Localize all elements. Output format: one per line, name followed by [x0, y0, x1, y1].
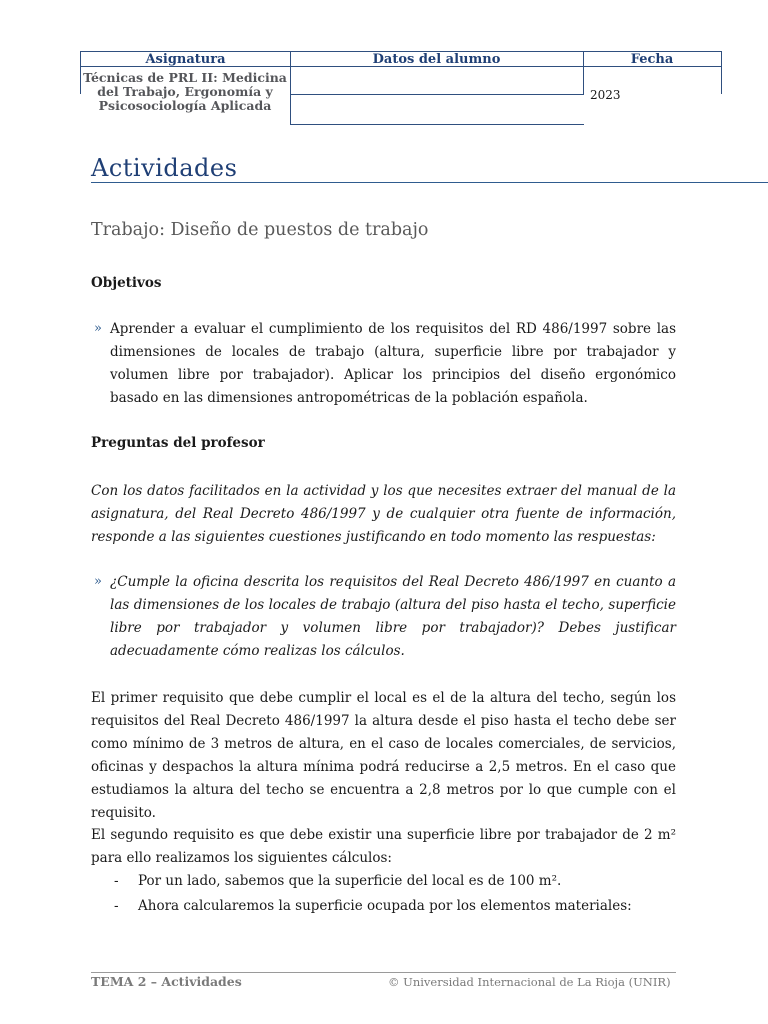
date-value: 2023 — [590, 88, 621, 102]
bullet-icon: » — [94, 574, 102, 589]
table-line — [721, 67, 722, 94]
objectives-heading: Objetivos — [91, 275, 162, 291]
footer-copyright: © Universidad Internacional de La Rioja (UNIR) — [388, 975, 671, 989]
title-divider — [520, 182, 768, 183]
footer-topic: TEMA 2 – Actividades — [91, 974, 242, 989]
title-divider — [91, 182, 521, 183]
table-line — [290, 67, 291, 125]
dash-icon: - — [114, 873, 119, 889]
questions-intro: Con los datos facilitados en la actividad y los que necesites extraer del manual de la asignatura, del Real Decreto 486/1997 y de cualquier otra fuente de información, responde a las siguientes cuestiones justificando en todo momento las respuestas: — [91, 483, 676, 545]
footer-divider — [91, 972, 676, 973]
header-col-subject: Asignatura — [80, 51, 291, 67]
list-item: Ahora calcularemos la superficie ocupada por los elementos materiales: — [138, 898, 632, 914]
table-line — [290, 94, 584, 95]
subject-name: Técnicas de PRL II: Medicina del Trabajo, Ergonomía y Psicosociología Aplicada — [83, 70, 287, 113]
dash-icon: - — [114, 898, 119, 914]
bullet-icon: » — [94, 321, 102, 336]
table-line — [583, 67, 584, 94]
list-item: Por un lado, sabemos que la superficie del local es de 100 m². — [138, 873, 562, 889]
header-col-date: Fecha — [583, 51, 722, 67]
answer-paragraph-1: El primer requisito que debe cumplir el local es el de la altura del techo, según los requisitos del Real Decreto 486/1997 la altura desde el piso hasta el techo debe ser como mínimo de 3 metros de altura, en el caso de locales comerciales, de servicios, oficinas y despachos la altura mínima podrá reducirse a 2,5 metros. En el caso que estudiamos la altura del techo se encuentra a 2,8 metros por lo que cumple con el requisito. — [91, 690, 676, 821]
header-col-student: Datos del alumno — [290, 51, 584, 67]
page-title: Actividades — [91, 154, 238, 182]
objectives-text: Aprender a evaluar el cumplimiento de los requisitos del RD 486/1997 sobre las dimensiones de locales de trabajo (altura, superficie libre por trabajador y volumen libre por trabajador). Aplicar los principios del diseño ergonómico basado en las dimensiones antropométricas de la población española. — [110, 321, 676, 406]
questions-heading: Preguntas del profesor — [91, 435, 265, 451]
header-table — [80, 51, 722, 125]
table-line — [290, 124, 584, 125]
question-text: ¿Cumple la oficina descrita los requisitos del Real Decreto 486/1997 en cuanto a las dimensiones de los locales de trabajo (altura del piso hasta el techo, superficie libre por trabajador y volumen libre por trabajador)? Debes justificar adecuadamente cómo realizas los cálculos. — [110, 574, 676, 659]
answer-paragraph-2: El segundo requisito es que debe existir una superficie libre por trabajador de 2 m² para ello realizamos los siguientes cálculos: — [91, 827, 676, 866]
activity-subtitle: Trabajo: Diseño de puestos de trabajo — [91, 220, 429, 240]
